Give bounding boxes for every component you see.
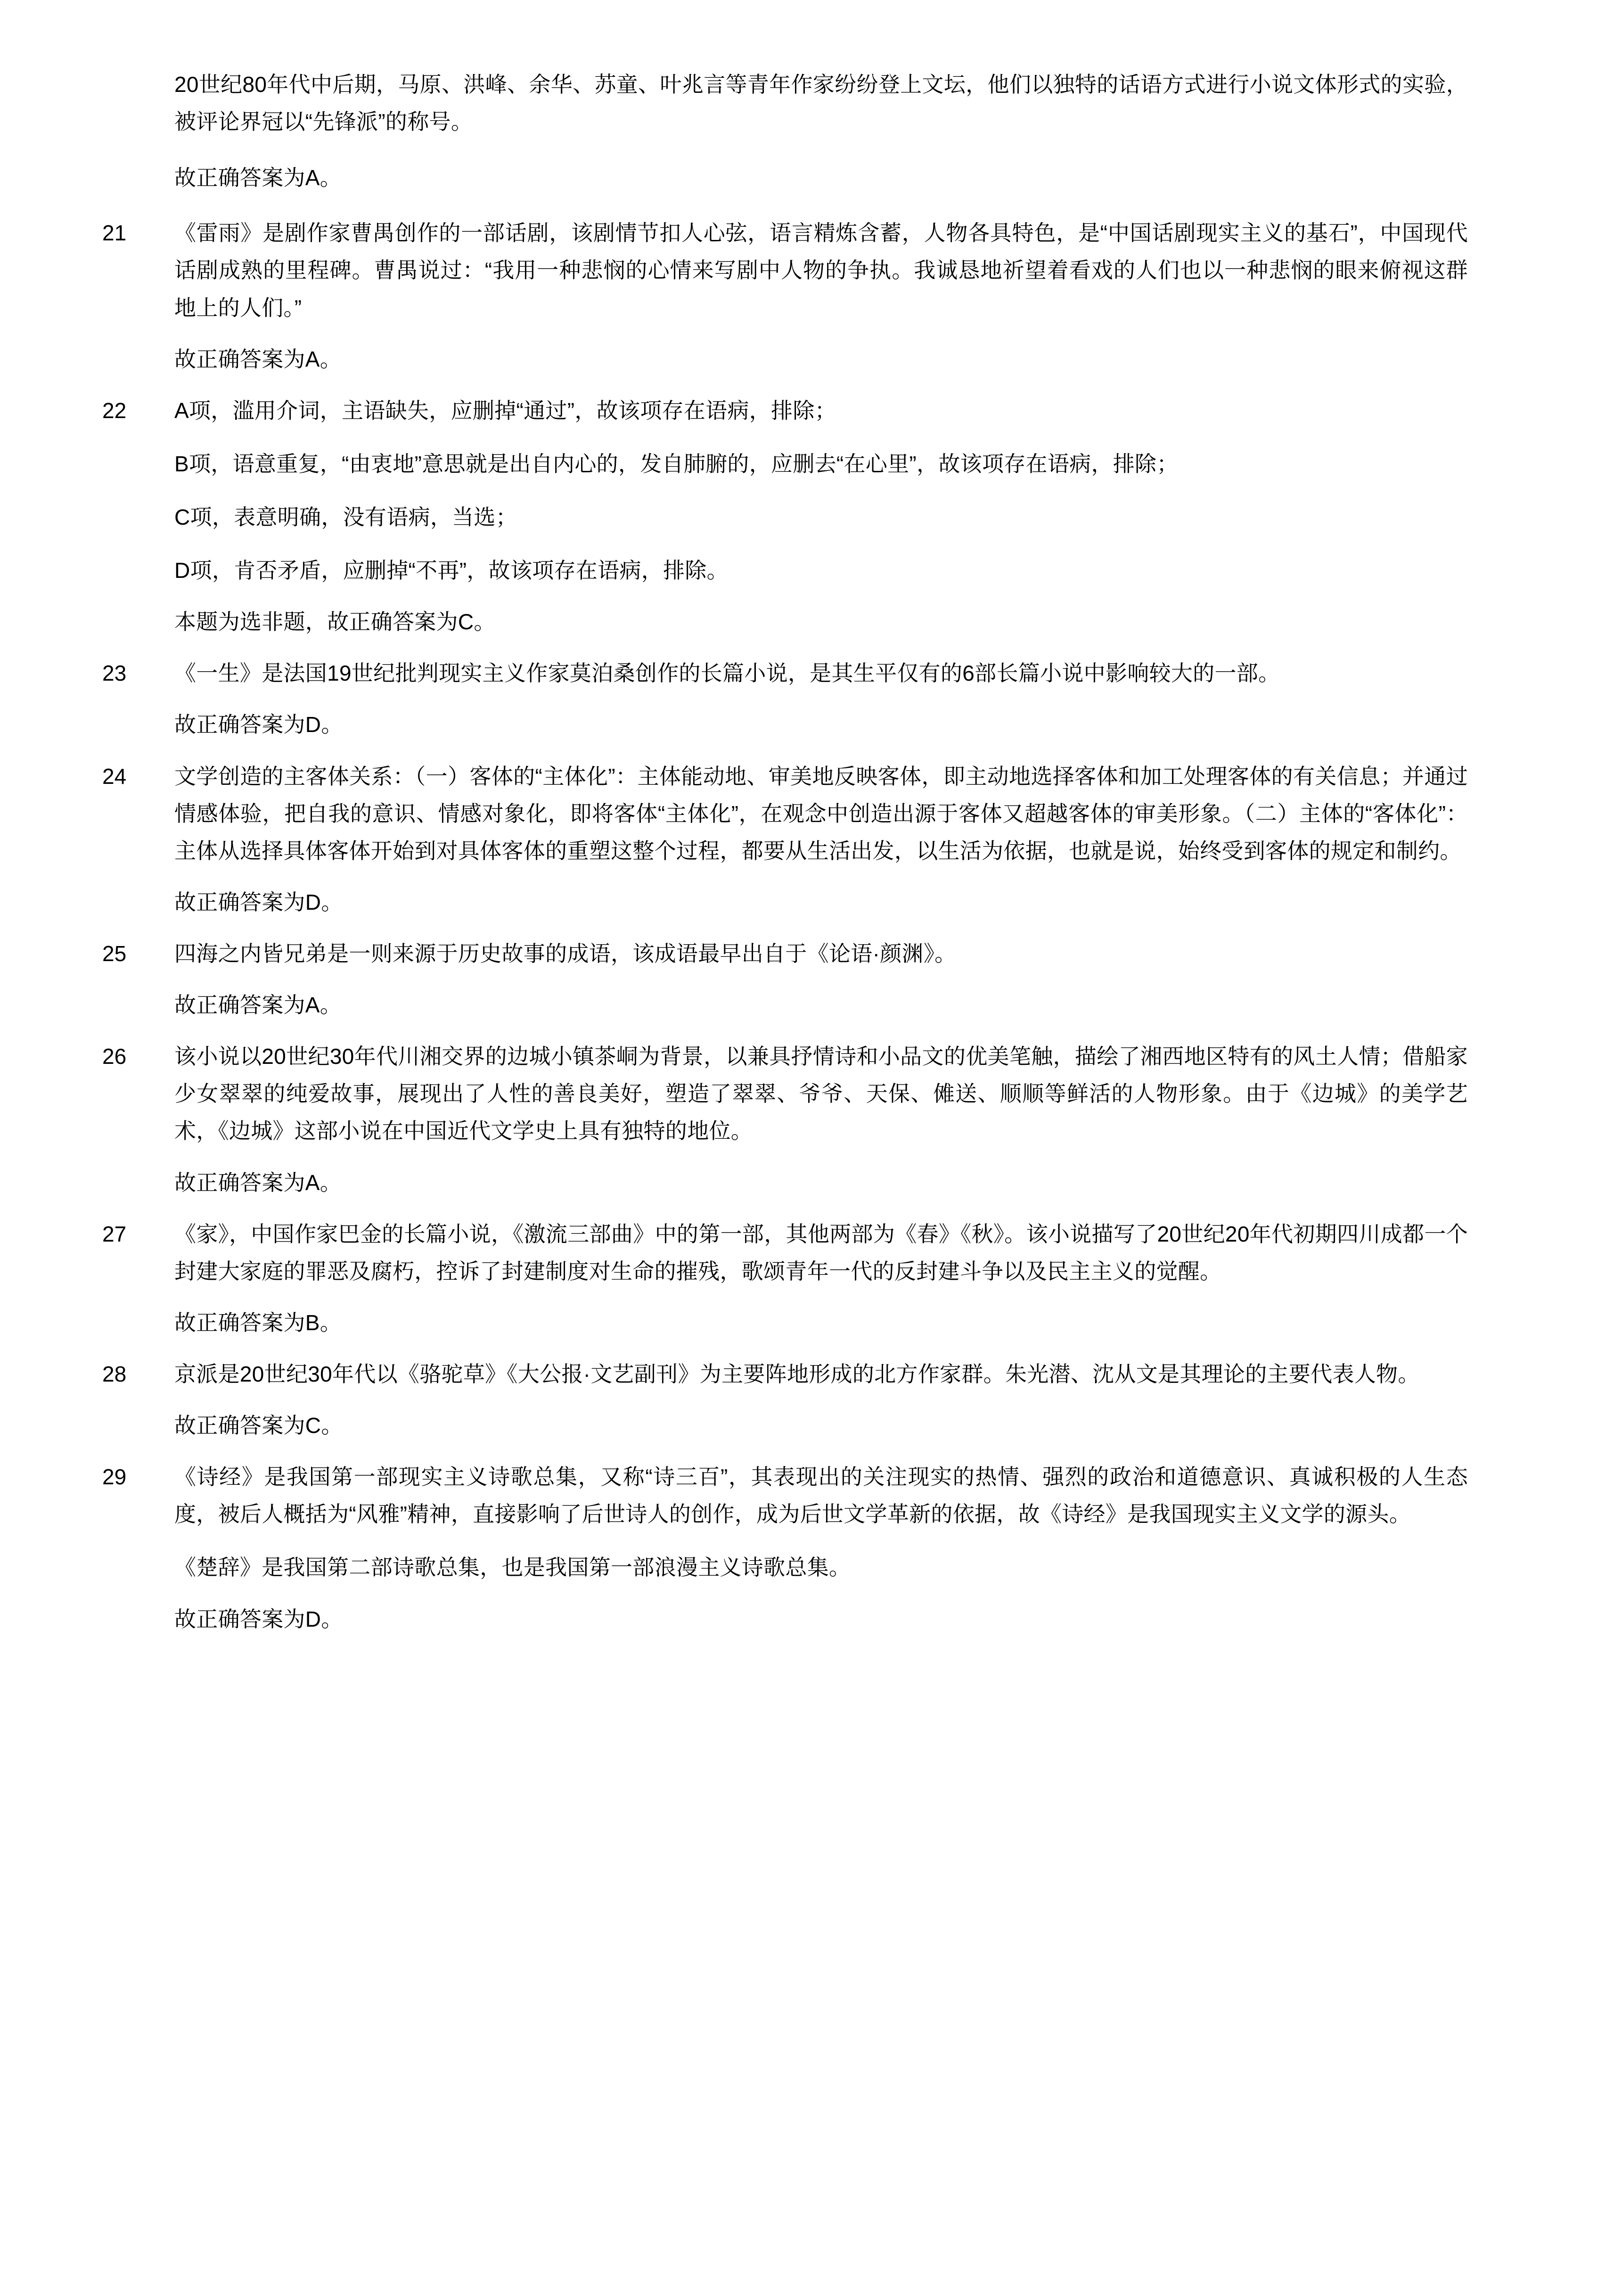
item-number: 21 — [102, 221, 127, 246]
item-paragraph: 《楚辞》是我国第二部诗歌总集，也是我国第一部浪漫主义诗歌总集。 — [174, 1555, 851, 1580]
item-paragraph: 四海之内皆兄弟是一则来源于历史故事的成语，该成语最早出自于《论语·颜渊》。 — [174, 941, 957, 966]
item-body — [174, 1458, 1468, 1638]
item-answer-line: 故正确答案为A。 — [174, 1170, 342, 1195]
item-body — [174, 758, 1468, 921]
item-body — [174, 935, 1468, 1024]
item-paragraph: 文学创造的主客体关系：（一）客体的“主体化”：主体能动地、审美地反映客体，即主动地选择客体和加工处理客体的有关信息；并通过情感体验，把自我的意识、情感对象化，即将客体“主体化”，在观念中创造出源于客体又超越客体的审美形象。（二）主体的“客体化”：主体从选择具体客体开始到对具体客体的重塑这整个过程，都要从生活出发，以生活为依据，也就是说，始终受到客体的规定和制约。 — [174, 764, 1468, 863]
item-paragraph: 《一生》是法国19世纪批判现实主义作家莫泊桑创作的长篇小说，是其生平仅有的6部长篇小说中影响较大的一部。 — [174, 661, 1280, 686]
item-answer-line: 故正确答案为D。 — [174, 1606, 343, 1631]
answer-item-29 — [101, 1458, 1468, 1638]
item-number: 29 — [102, 1465, 127, 1490]
item-paragraph: C项，表意明确，没有语病，当选； — [174, 504, 518, 529]
answer-item-24 — [101, 758, 1468, 921]
answer-item-21 — [101, 214, 1468, 378]
document-body — [101, 66, 1468, 1638]
item-answer-line: 故正确答案为C。 — [174, 1413, 343, 1438]
item-paragraph: B项，语意重复，“由衷地”意思就是出自内心的，发自肺腑的，应删去“在心里”，故该项存在语病，排除； — [174, 451, 1179, 476]
item-paragraph: 《家》，中国作家巴金的长篇小说，《激流三部曲》中的第一部，其他两部为《春》《秋》。该小说描写了20世纪20年代初期四川成都一个封建大家庭的罪恶及腐朽，控诉了封建制度对生命的摧残，歌颂青年一代的反封建斗争以及民主主义的觉醒。 — [174, 1221, 1468, 1284]
answer-item-28 — [101, 1356, 1468, 1444]
lead-paragraph: 20世纪80年代中后期，马原、洪峰、余华、苏童、叶兆言等青年作家纷纷登上文坛，他们以独特的话语方式进行小说文体形式的实验，被评论界冠以“先锋派”的称号。 — [174, 72, 1468, 134]
item-answer-line: 故正确答案为A。 — [174, 346, 342, 371]
item-answer-line: 故正确答案为D。 — [174, 889, 343, 914]
item-answer-line: 故正确答案为B。 — [174, 1310, 342, 1335]
item-answer-line: 故正确答案为D。 — [174, 712, 343, 737]
item-body — [174, 1038, 1468, 1201]
item-paragraph: 《诗经》是我国第一部现实主义诗歌总集，又称“诗三百”，其表现出的关注现实的热情、强烈的政治和道德意识、真诚积极的人生态度，被后人概括为“风雅”精神，直接影响了后世诗人的创作，成为后世文学革新的依据，故《诗经》是我国现实主义文学的源头。 — [174, 1465, 1468, 1527]
item-paragraph: 《雷雨》是剧作家曹禺创作的一部话剧，该剧情节扣人心弦，语言精炼含蓄，人物各具特色，是“中国话剧现实主义的基石”，中国现代话剧成熟的里程碑。曹禺说过：“我用一种悲悯的心情来写剧中人物的争执。我诚恳地祈望着看戏的人们也以一种悲悯的眼来俯视这群地上的人们。” — [174, 221, 1468, 320]
item-paragraph: D项，肯否矛盾，应删掉“不再”，故该项存在语病，排除。 — [174, 558, 729, 583]
item-paragraph: A项，滥用介词，主语缺失，应删掉“通过”，故该项存在语病，排除； — [174, 398, 836, 423]
item-number: 28 — [102, 1361, 127, 1386]
answer-item-27 — [101, 1216, 1468, 1341]
item-body — [174, 1356, 1468, 1444]
item-number: 26 — [102, 1044, 127, 1069]
answer-item-26 — [101, 1038, 1468, 1201]
item-number: 27 — [102, 1221, 127, 1246]
item-body — [174, 655, 1468, 743]
item-number: 22 — [102, 398, 127, 423]
answer-item-25 — [101, 935, 1468, 1024]
answer-item-22 — [101, 392, 1468, 641]
lead-answer-line: 故正确答案为A。 — [174, 165, 342, 190]
item-body — [174, 392, 1468, 641]
answer-item-23 — [101, 655, 1468, 743]
item-answer-line: 故正确答案为A。 — [174, 993, 342, 1018]
item-number: 25 — [102, 941, 127, 966]
item-paragraph: 该小说以20世纪30年代川湘交界的边城小镇茶峒为背景，以兼具抒情诗和小品文的优美笔触，描绘了湘西地区特有的风土人情；借船家少女翠翠的纯爱故事，展现出了人性的善良美好，塑造了翠翠、爷爷、天保、傩送、顺顺等鲜活的人物形象。由于《边城》的美学艺术，《边城》这部小说在中国近代文学史上具有独特的地位。 — [174, 1044, 1468, 1144]
item-number: 23 — [102, 661, 127, 686]
item-body — [174, 1216, 1468, 1341]
item-paragraph: 京派是20世纪30年代以《骆驼草》《大公报·文艺副刊》为主要阵地形成的北方作家群。朱光潜、沈从文是其理论的主要代表人物。 — [174, 1361, 1420, 1386]
item-body — [174, 214, 1468, 378]
item-number: 24 — [102, 764, 127, 789]
item-answer-line: 本题为选非题，故正确答案为C。 — [174, 609, 496, 634]
